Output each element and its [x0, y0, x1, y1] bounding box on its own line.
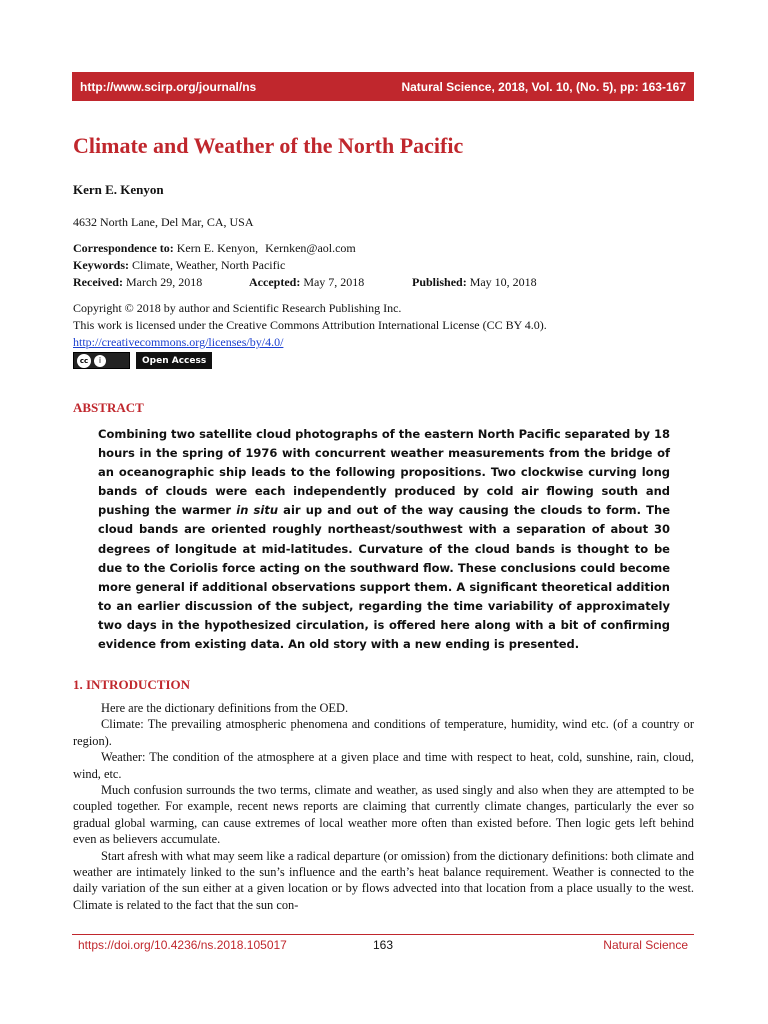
accepted-label: Accepted: — [249, 275, 301, 289]
paragraph: Climate: The prevailing atmospheric phenomena and conditions of temperature, humidity, wind etc. (of a country or region). — [73, 717, 694, 748]
keywords-label: Keywords: — [73, 258, 129, 272]
keywords-line — [73, 258, 285, 273]
article-title: Climate and Weather of the North Pacific — [73, 133, 464, 158]
introduction-body — [73, 700, 694, 913]
abstract-text — [98, 425, 670, 654]
received-date: March 29, 2018 — [125, 275, 203, 289]
paragraph: Start afresh with what may seem like a radical departure (or omission) from the dictionary definitions: both climate and weather are intimately linked to the sun’s influence and the earth’s heat balance requirement. Weather is connected to the daily variation of the sun either at a given location or by flows advected into that location from a place usually to the west. Climate is related to the fact that the sun con- — [73, 848, 694, 912]
footer-journal-name: Natural Science — [603, 938, 688, 952]
footer-doi-link[interactable]: https://doi.org/10.4236/ns.2018.105017 — [78, 938, 287, 952]
abstract-heading: ABSTRACT — [73, 400, 144, 415]
accepted-date: May 7, 2018 — [303, 275, 365, 289]
paragraph: Weather: The condition of the atmosphere at a given place and time with respect to heat, cold, sunshine, rain, cloud, wind, etc. — [73, 750, 694, 781]
paragraph: Here are the dictionary definitions from the OED. — [101, 701, 349, 715]
published-label: Published: — [412, 275, 467, 289]
copyright-line: Copyright © 2018 by author and Scientific Research Publishing Inc. — [73, 301, 402, 315]
journal-url[interactable]: http://www.scirp.org/journal/ns — [80, 79, 257, 94]
cc-icon: cc — [77, 354, 91, 368]
received-label: Received: — [73, 275, 123, 289]
correspondence-label: Correspondence to: — [73, 241, 174, 255]
published-date: May 10, 2018 — [469, 275, 537, 289]
correspondence-name: Kern E. Kenyon, — [176, 241, 259, 255]
author-name: Kern E. Kenyon — [73, 182, 164, 197]
journal-header-bar — [72, 72, 694, 101]
section-heading-introduction: 1. INTRODUCTION — [73, 677, 191, 692]
abstract-italic: in situ — [236, 503, 279, 518]
abstract-text-part-2: air up and out of the way causing the clouds to form. The cloud bands are oriented roughly northeast/southwest with a separation of about 30 degrees of longitude at mid-latitudes. Curvature of the cloud bands is thought to be due to the Coriolis force acting on the southward flow. These conclusions could become more general if additional observations support them. A significant theoretical addition to an earlier discussion of the subject, regarding the time variability of approximately two days in the hypothesized circulation, is offered here along with a bit of confirming evidence from existing data. An old story with a new ending is presented. — [98, 503, 670, 652]
license-line: This work is licensed under the Creative Commons Attribution International License (CC BY 4.0). — [73, 318, 547, 332]
person-icon: i — [94, 355, 106, 367]
dates-line — [73, 275, 693, 290]
open-access-badge[interactable]: Open Access — [136, 352, 212, 369]
author-address: 4632 North Lane, Del Mar, CA, USA — [73, 215, 254, 229]
license-link[interactable]: http://creativecommons.org/licenses/by/4.0/ — [73, 335, 284, 349]
footer-divider — [72, 934, 694, 935]
correspondence-line — [73, 241, 356, 256]
license-badges — [73, 352, 212, 369]
keywords-value: Climate, Weather, North Pacific — [132, 258, 286, 272]
paragraph: Much confusion surrounds the two terms, climate and weather, as used singly and also when they are attempted to be coupled together. For example, recent news reports are claiming that currently climate changes, particularly the ever so gradual global warming, can cause extremes of local weather more often than existed before. Then logic gets left behind even as believers accumulate. — [73, 783, 694, 847]
page-number: 163 — [373, 938, 394, 952]
correspondence-email[interactable]: Kernken@aol.com — [265, 241, 356, 255]
cc-by-badge[interactable] — [73, 352, 130, 369]
journal-citation: Natural Science, 2018, Vol. 10, (No. 5), pp: 163-167 — [401, 79, 686, 94]
abstract-text-part-1: Combining two satellite cloud photographs of the eastern North Pacific separated by 18 hours in the spring of 1976 with concurrent weather measurements from the bridge of an oceanographic ship leads to the following propositions. Two clockwise curving long bands of clouds were each independently produced by cold air flowing south and pushing the warmer — [98, 427, 670, 518]
